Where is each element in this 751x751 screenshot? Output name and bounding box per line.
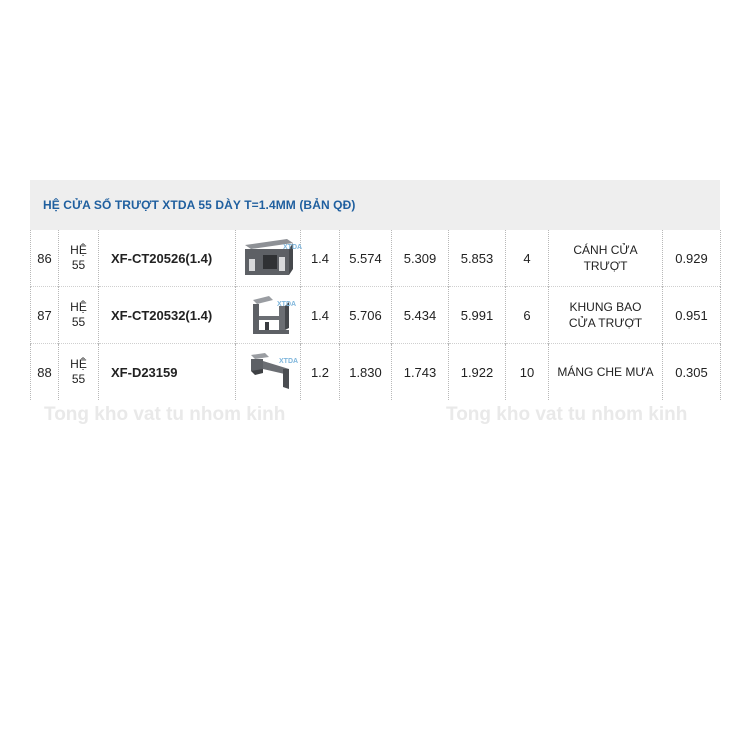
svg-text:XTDA: XTDA (283, 244, 303, 251)
rain-cover-profile-icon (239, 349, 297, 395)
profile-image-cell (236, 287, 301, 344)
svg-text:XTDA: XTDA (277, 301, 297, 308)
product-name-line-1: KHUNG BAO (569, 300, 642, 314)
table-row (31, 230, 721, 287)
series-cell (59, 344, 99, 401)
value-1: 5.574 (340, 230, 392, 287)
section-header (30, 180, 720, 230)
watermark-left: Tong kho vat tu nhom kinh (44, 404, 286, 425)
quantity: 10 (506, 344, 549, 401)
catalog-sheet (30, 180, 720, 400)
watermark-right: Tong kho vat tu nhom kinh (446, 404, 688, 425)
product-name (549, 344, 663, 401)
product-code: XF-CT20532(1.4) (99, 287, 236, 344)
weight: 0.951 (663, 287, 721, 344)
quantity: 6 (506, 287, 549, 344)
series-number: 55 (71, 372, 86, 386)
product-code: XF-CT20526(1.4) (99, 230, 236, 287)
weight: 0.929 (663, 230, 721, 287)
weight: 0.305 (663, 344, 721, 401)
product-name (549, 230, 663, 287)
section-title: HỆ CỬA SỔ TRƯỢT XTDA 55 DÀY T=1.4MM (BẢN QĐ) (43, 198, 356, 212)
value-2: 5.309 (392, 230, 449, 287)
value-1: 5.706 (340, 287, 392, 344)
value-1: 1.830 (340, 344, 392, 401)
profile-image-cell (236, 344, 301, 401)
series-label: HỆ (70, 357, 87, 371)
thickness: 1.2 (301, 344, 340, 401)
svg-text:XTDA: XTDA (279, 358, 299, 365)
sash-profile-icon (239, 235, 303, 281)
profile-image-cell (236, 230, 301, 287)
table-row (31, 344, 721, 401)
thickness: 1.4 (301, 287, 340, 344)
product-name-line-1: CÁNH CỬA (573, 243, 638, 257)
table-row (31, 287, 721, 344)
row-number: 87 (31, 287, 59, 344)
product-code: XF-D23159 (99, 344, 236, 401)
series-label: HỆ (70, 300, 87, 314)
quantity: 4 (506, 230, 549, 287)
watermark-row (44, 404, 720, 428)
series-cell (59, 230, 99, 287)
row-number: 86 (31, 230, 59, 287)
product-name-line-1: MÁNG CHE MƯA (557, 365, 654, 379)
value-3: 5.853 (449, 230, 506, 287)
value-2: 5.434 (392, 287, 449, 344)
product-name-line-2: CỬA TRƯỢT (568, 316, 643, 330)
product-name-line-2: TRƯỢT (583, 259, 628, 273)
frame-profile-icon (239, 292, 297, 338)
product-table (30, 230, 721, 400)
thickness: 1.4 (301, 230, 340, 287)
series-number: 55 (71, 258, 86, 272)
product-name (549, 287, 663, 344)
row-number: 88 (31, 344, 59, 401)
value-3: 5.991 (449, 287, 506, 344)
series-number: 55 (71, 315, 86, 329)
value-2: 1.743 (392, 344, 449, 401)
series-label: HỆ (70, 243, 87, 257)
value-3: 1.922 (449, 344, 506, 401)
series-cell (59, 287, 99, 344)
